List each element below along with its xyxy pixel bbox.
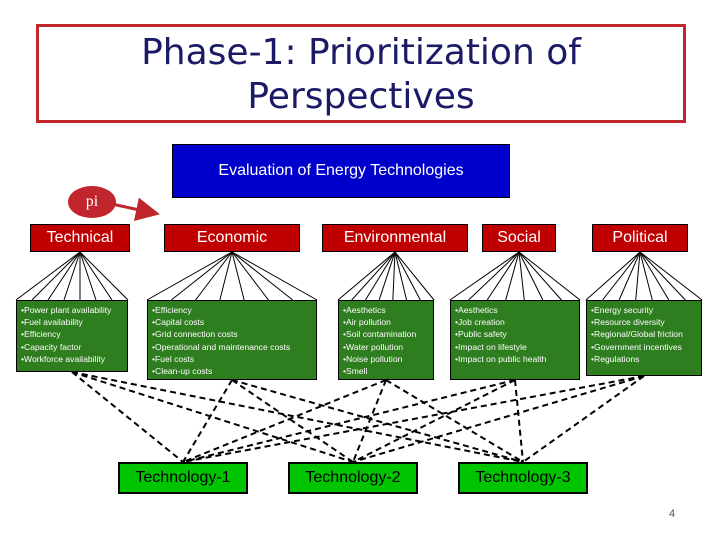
slide-title-line-1: Phase-1: Prioritization of [141,32,581,73]
criterion-link-line [519,252,524,300]
criterion-link-line [640,252,669,300]
perspective-environmental: Environmental [322,224,468,252]
criteria-box-social [450,300,580,380]
criterion-item: •Efficiency [21,329,61,340]
criterion-link-line [640,252,702,300]
perspective-social: Social [482,224,556,252]
criterion-link-line [352,252,395,300]
criterion-link-line [338,252,395,300]
technology-node-2: Technology-2 [288,462,418,494]
criterion-item: •Soil contamination [343,329,417,340]
criterion-link-line [80,252,96,300]
technology-node-3: Technology-3 [458,462,588,494]
criterion-link-line [586,252,640,300]
title-box [36,24,686,123]
criterion-item: •Public safety [455,329,507,340]
technology-link-line [183,376,644,462]
criterion-item: •Workforce availability [21,353,106,364]
technology-link-line [72,372,353,462]
criterion-item: •Energy security [591,305,654,315]
criterion-item: •Aesthetics [343,305,386,315]
technology-link-line [353,376,644,462]
criterion-item: •Air pollution [343,317,391,328]
weight-pi-oval [68,186,116,218]
slide-title-line-2: Perspectives [247,76,475,117]
weight-arrow [112,204,154,213]
criterion-item: •Capacity factor [21,341,82,352]
criterion-item: •Impact on public health [455,353,547,364]
criterion-item: •Impact on lifestyle [455,341,527,352]
criterion-link-line [147,252,232,300]
criterion-item: •Efficiency [152,305,192,315]
technology-link-line [72,372,523,462]
criterion-link-line [519,252,580,300]
criterion-item: •Regional/Global friction [591,329,683,340]
criteria-box-technical [16,300,128,372]
criterion-item: •Noise pollution [343,353,403,364]
criterion-link-line [469,252,519,300]
criteria-box-economic [147,300,317,380]
criterion-item: •Job creation [455,317,505,328]
perspective-political: Political [592,224,688,252]
technology-link-line [183,380,386,462]
criterion-item: •Aesthetics [455,305,498,315]
criterion-link-line [48,252,80,300]
criterion-item: •Government incentives [591,341,682,352]
technology-link-line [515,380,523,462]
criterion-item: •Fuel costs [152,353,195,364]
goal-node: Evaluation of Energy Technologies [172,144,510,198]
criterion-item: •Power plant availability [21,305,112,315]
criterion-link-line [365,252,395,300]
criterion-item: •Capital costs [152,317,205,328]
criterion-link-line [519,252,543,300]
criterion-link-line [640,252,685,300]
weight-label: pi [85,193,99,210]
criterion-link-line [232,252,317,300]
criterion-link-line [450,252,519,300]
criterion-item: •Resource diversity [591,317,665,328]
criterion-link-line [519,252,561,300]
criterion-link-line [603,252,640,300]
criterion-item: •Smell [343,366,368,377]
criterion-item: •Clean-up costs [152,366,213,377]
criterion-item: •Operational and maintenance costs [152,341,291,352]
criterion-link-line [619,252,640,300]
criterion-link-line [64,252,80,300]
criterion-link-line [32,252,80,300]
technology-link-line [523,376,644,462]
criterion-link-line [506,252,519,300]
criterion-item: •Water pollution [343,341,404,352]
criteria-box-environmental [338,300,434,380]
criterion-link-line [393,252,395,300]
criterion-item: •Grid connection costs [152,329,238,340]
page-number: 4 [669,508,676,520]
criterion-link-line [395,252,420,300]
technology-link-line [72,372,183,462]
criterion-link-line [487,252,519,300]
perspective-economic: Economic [164,224,300,252]
perspective-technical: Technical [30,224,130,252]
criterion-link-line [80,252,112,300]
criteria-box-political [586,300,702,376]
technology-node-1: Technology-1 [118,462,248,494]
criterion-item: •Regulations [591,353,640,364]
criterion-link-line [16,252,80,300]
criterion-link-line [80,252,128,300]
criterion-item: •Fuel availability [21,317,83,328]
